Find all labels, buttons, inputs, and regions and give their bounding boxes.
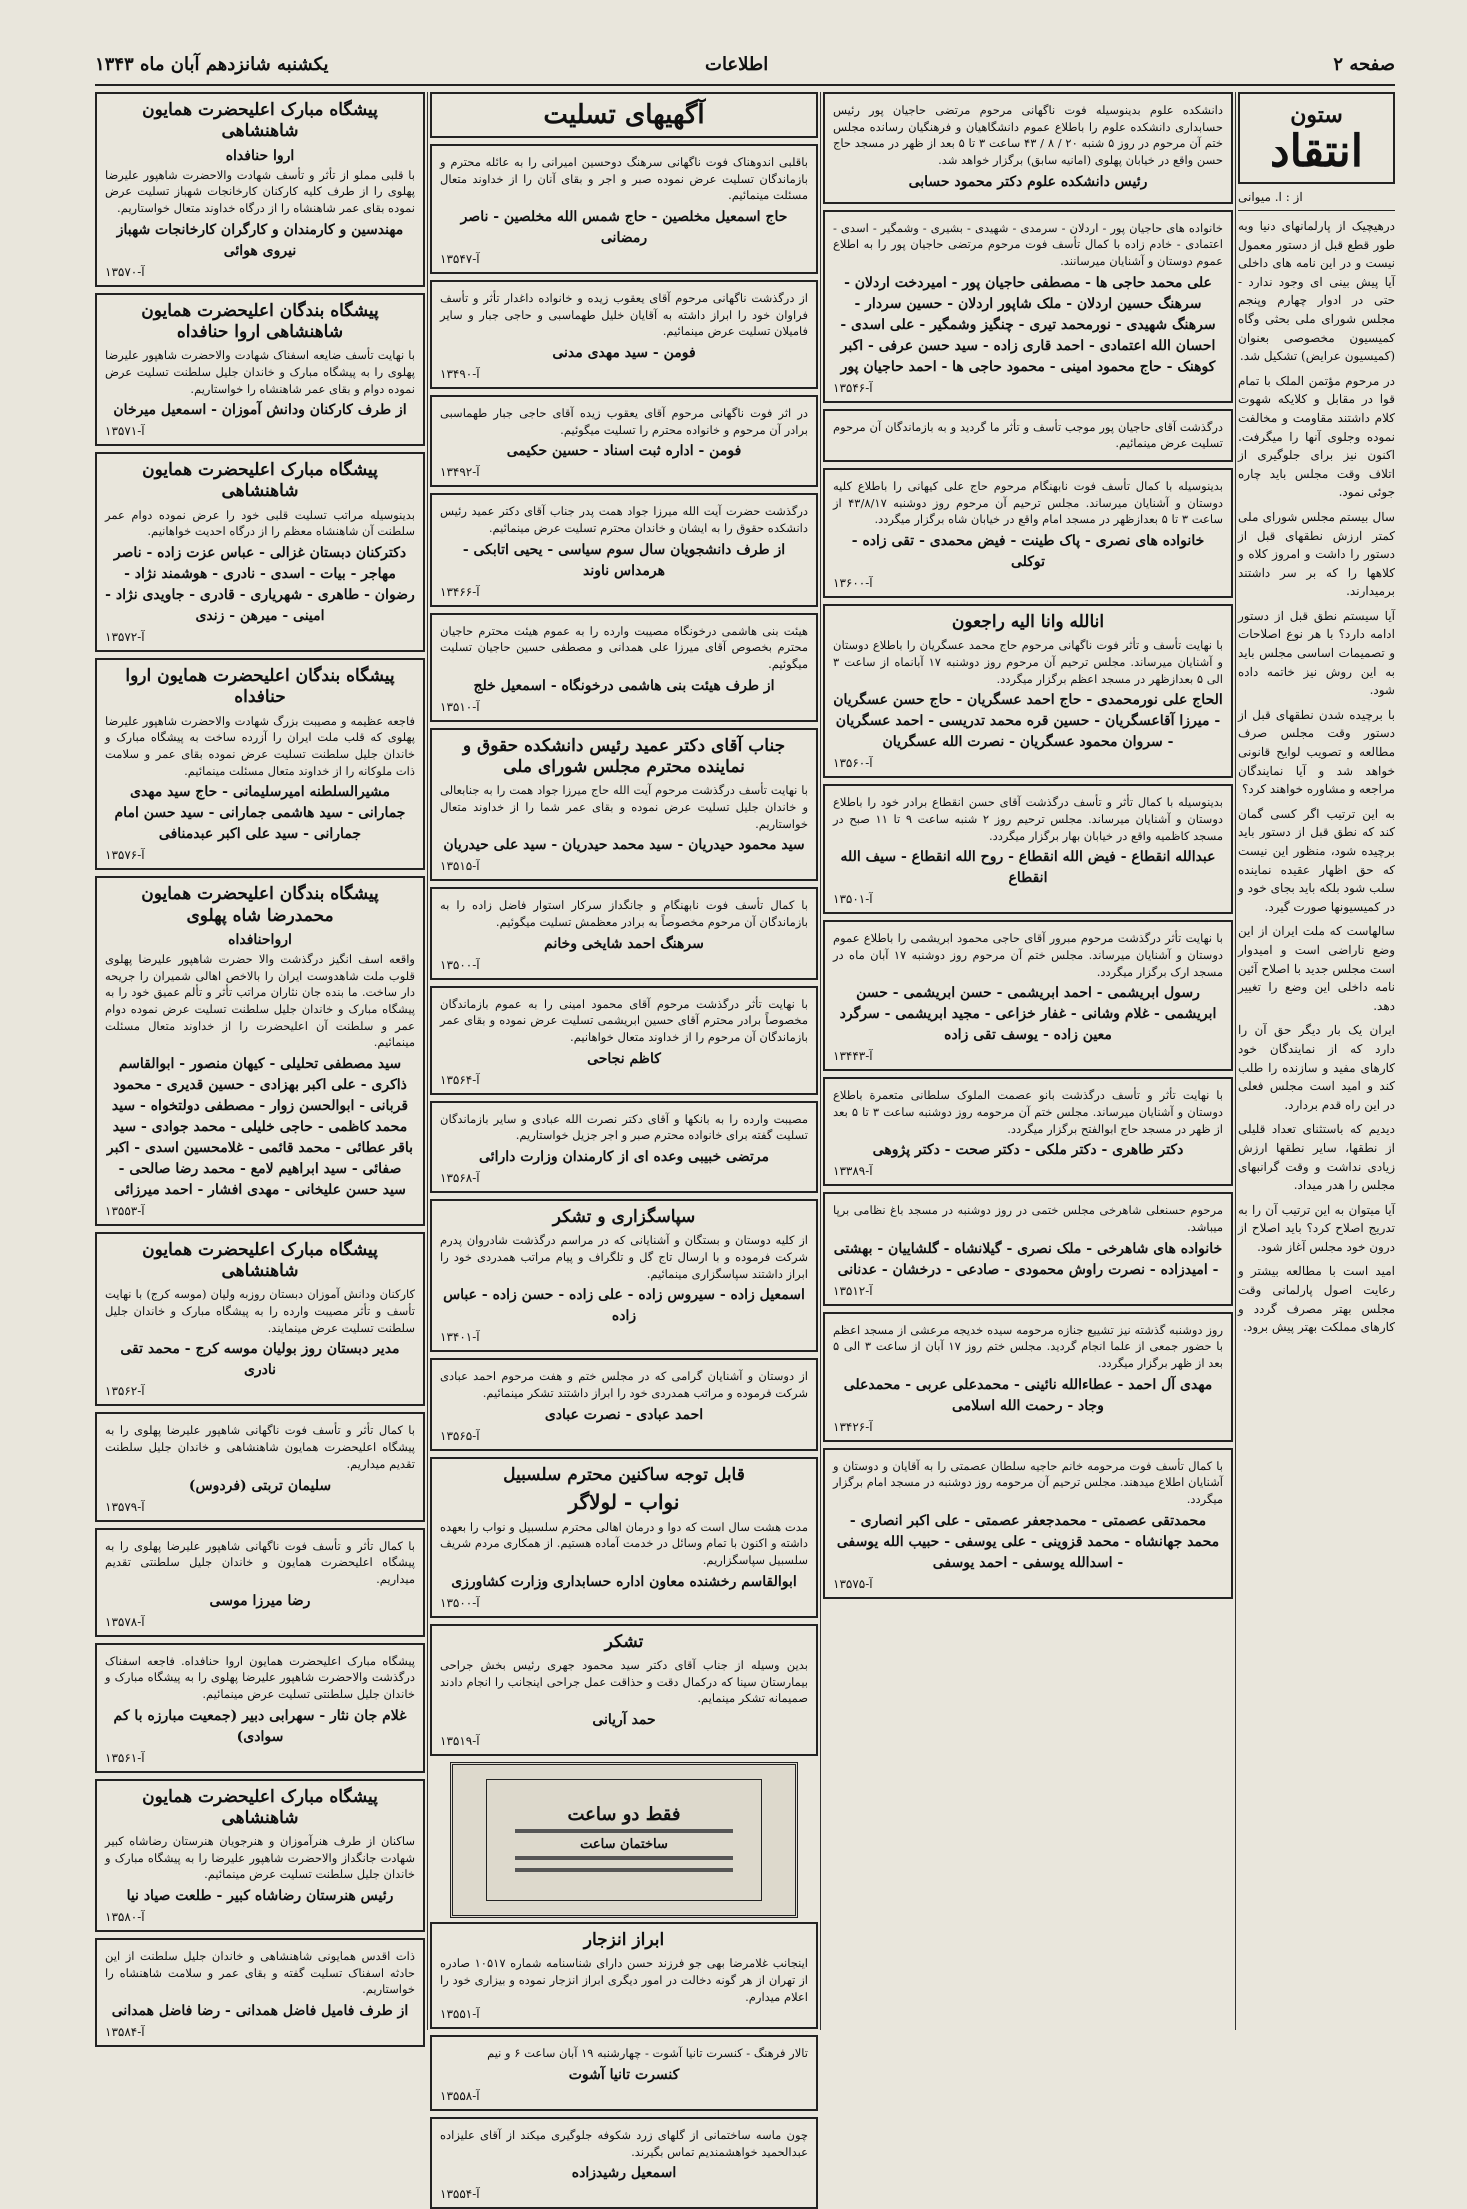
notice-signatories: الحاج علی نورمحمدی - حاج احمد عسگریان - حاج حسن عسگریان - میرزا آقاعسگریان - حسین قره محمد تدریسی - احمد عسگریان - سروان محمود عسگریان - نصرت الله عسگریان — [833, 692, 1223, 751]
notice-body: اینجانب غلامرضا بهی جو فرزند حسن دارای شناسنامه شماره ۱۰۵۱۷ صادره از تهران از هر گونه دخالت در امور دیگری ابراز انزجار نموده و بیزاری خود را اعلام میدارم. — [440, 1956, 808, 2004]
notice-body: با قلبی مملو از تأثر و تأسف شهادت والاحضرت شاهپور علیرضا پهلوی را از طرف کلیه کارکنان کارخانجات شهباز تسلیت عرض نموده بقای عمر شاهنشاه را از درگاه خداوند متعال خواستاریم. — [105, 167, 415, 216]
notice-ad-number: آ-۱۳۵۷۶ — [105, 848, 145, 863]
notice-ad-number: آ-۱۳۴۹۰ — [440, 367, 480, 382]
notice-box — [430, 2035, 818, 2111]
notice-subtitle: ارواحنافداه — [228, 931, 292, 948]
editorial-paragraph: دیدیم که باستثنای تعداد قلیلی از نطقها، سایر نطقها ارزش زیادی نداشت و وقت گرانبهای مجلس را هدر میداد. — [1238, 1122, 1395, 1193]
notice-body: بدینوسیله با کمال تأثر و تأسف درگذشت آقای حسن انقطاع برادر خود را باطلاع دوستان و آشنایان میرساند. مجلس ترحیم روز ۲ شنبه ساعت ۹ تا ۱۱ صبح در مسجد کاظمیه واقع در خیابان بهار برگزار میگردد. — [833, 795, 1223, 843]
notice-ad-number: آ-۱۳۵۴۷ — [440, 252, 480, 267]
notice-signatories: عبدالله انقطاع - فیض الله انقطاع - روح الله انقطاع - سیف الله انقطاع — [840, 849, 1216, 887]
notice-ad-number: آ-۱۳۵۶۲ — [105, 1384, 145, 1399]
notice-signatories: رئیس دانشکده علوم دکتر محمود حسابی — [908, 173, 1148, 190]
notice-box — [823, 210, 1233, 403]
notice-body: چون ماسه ساختمانی از گلهای زرد شکوفه جلوگیری میکند از آقای علیزاده عبدالحمید خواهشمندیم تماس بگیرند. — [440, 2128, 808, 2159]
notice-signatories: سید مصطفی تحلیلی - کیهان منصور - ابوالقاسم ذاکری - علی اکبر بهزادی - حسین قدیری - محمود قربانی - ابوالحسن زوار - مصطفی دولتخواه - سید محمد کاظمی - حاجی خلیلی - محمد جوادی - سید باقر عطائی - محمد قائمی - غلامحسین اسدی - اکبر صفائی - سید ابراهیم لامع - محمد رضا صالحی - سید حسن علیخانی - مهدی افشار - احمد میرزائی — [106, 1055, 414, 1198]
notice-signatories: دکترکنان دبستان غزالی - عباس عزت زاده - ناصر مهاجر - بیات - اسدی - نادری - هوشمند نژاد - رضوان - طاهری - شهریاری - قادری - جاویدی نژاد - امینی - میرهن - زندی — [105, 545, 415, 625]
notice-body: تالار فرهنگ - کنسرت تانیا آشوت - چهارشنبه ۱۹ آبان ساعت ۶ و نیم — [487, 2046, 808, 2061]
notice-box — [823, 920, 1233, 1071]
notice-box — [430, 887, 818, 979]
notice-signatories: رسول ابریشمی - احمد ابریشمی - حسن ابریشمی - حسن ابریشمی - غلام وشانی - غفار خزاعی - مجید ابریشمی - سرگرد معین زاده - یوسف تقی زاده — [839, 985, 1217, 1044]
notice-box — [95, 1643, 425, 1773]
notice-body: خانواده های حاجیان پور - اردلان - سرمدی - شهیدی - بشیری - وشمگیر - اسدی - اعتمادی - خادم زاده با کمال تأسف فوت مرحوم مرتضی حاجیان پور را به اطلاع عموم دوستان و آشنایان میرسانند. — [833, 220, 1223, 269]
newspaper-name: اطلاعات — [705, 54, 769, 75]
column-obituaries — [823, 92, 1233, 2030]
notice-box — [430, 986, 818, 1095]
notice-title: قابل توجه ساکنین محترم سلسبیل — [503, 1464, 745, 1485]
notice-box — [430, 493, 818, 606]
notice-box — [95, 1938, 425, 2047]
notice-body: با کمال تأسف فوت مرحومه خانم حاجیه سلطان عصمتی را به آقایان و دوستان و آشنایان اطلاع میدهند. مجلس ترحیم آن مرحومه روز دوشنبه در مسجد امام برگزار میگردد. — [833, 1458, 1223, 1507]
notice-signatories: اسمعیل رشیدزاده — [571, 2165, 677, 2182]
notice-ad-number: آ-۱۳۵۶۵ — [440, 1428, 480, 1443]
editorial-title: انتقاد — [1269, 126, 1363, 177]
notice-signatories: از طرف فامیل فاضل همدانی - رضا فاضل همدانی — [111, 2003, 409, 2020]
notice-headline: نواب - لولاگر — [568, 1489, 680, 1514]
notice-box — [95, 92, 425, 287]
notice-ad-number: آ-۱۳۵۰۰ — [440, 1595, 480, 1610]
notice-body: با نهایت تأسف درگذشت مرحوم آیت الله حاج میرزا جواد همت را به جنابعالی و خاندان جلیل تسلیت عرض نموده و بقای عمر شما را از خداوند متعال خواستاریم. — [440, 783, 808, 831]
notice-box — [430, 280, 818, 389]
notice-box — [823, 1448, 1233, 1599]
notice-box — [95, 452, 425, 652]
notice-body: دانشکده علوم بدینوسیله فوت ناگهانی مرحوم مرتضی حاجیان پور رئیس حسابداری دانشکده علوم را باطلاع عموم دانشگاهیان و فرهنگیان رسانده مجلس ختم آن مرحوم در روز ۵ شنبه ۲۰ / ۸ / ۴۳ ساعت ۳ تا ۵ بعد از ظهر در مسجد حاج حسن واقع در خیابان پهلوی (امانیه سابق) برگزار خواهد شد. — [833, 103, 1224, 168]
notice-ad-number: آ-۱۳۵۶۸ — [440, 1170, 480, 1185]
notice-box — [95, 1779, 425, 1933]
editorial-header — [1238, 92, 1395, 184]
column-condolences-royal — [95, 92, 425, 2040]
editorial-paragraph: به این ترتیب اگر کسی گمان کند که نطق قبل از دستور باید برچیده شود، منظور این نیست که حق اظهار عقیده نماینده سلب شود بلکه باید بجای خود و در کمیسیونها صورت گیرد. — [1238, 806, 1395, 914]
notice-signatories: مدیر دبستان روز بولیان موسه کرج - محمد تقی نادری — [120, 1341, 400, 1379]
notice-body: پیشگاه مبارک اعلیحضرت همایون اروا حنافداه. فاجعه اسفناک درگذشت والاحضرت شاهپور علیرضا پهلوی را به پیشگاه مبارک و خاندان جلیل سلطنتی تسلیت عرض مینمائیم. — [105, 1653, 415, 1701]
notice-ad-number: آ-۱۳۵۱۲ — [833, 1283, 873, 1298]
notice-body: بدین وسیله از جناب آقای دکتر سید محمود جهری رئیس بخش جراحی بیمارستان سینا که درکمال دقت و حذاقت عمل جراحی اینجانب را انجام دادند صمیمانه تشکر مینمایم. — [440, 1658, 808, 1706]
notice-signatories: کاظم نجاحی — [587, 1050, 661, 1067]
watch-advertisement — [450, 1762, 798, 1918]
notice-body: باقلبی اندوهناک فوت ناگهانی سرهنگ دوحسین امیرانی را به عائله محترم و بازماندگان تسلیت عرض نموده صبر و اجر و بقای آنان را از خداوند متعال مسئلت مینمائیم. — [440, 155, 808, 203]
editorial-kicker: ستون — [1290, 102, 1343, 128]
notice-signatories: فومن - سید مهدی مدنی — [552, 345, 696, 362]
masthead — [95, 48, 1395, 86]
notice-ad-number: آ-۱۳۵۷۵ — [833, 1576, 873, 1591]
notice-signatories: احمد عبادی - نصرت عبادی — [544, 1406, 704, 1423]
notice-box — [823, 92, 1233, 204]
notice-body: ذات اقدس همایونی شاهنشاهی و خاندان جلیل سلطنت از این حادثه اسفناک تسلیت گفته و بقای عمر و سلامت شاهنشاه را خواستاریم. — [105, 1949, 415, 1997]
notice-ad-number: آ-۱۳۵۱۰ — [440, 699, 480, 714]
notice-box — [823, 1312, 1233, 1442]
notice-body: با نهایت تأسف ضایعه اسفناک شهادت والاحضرت شاهپور علیرضا پهلوی را به پیشگاه مبارک و خاندان جلیل سلطنت تسلیت عرض نموده دوام و بقای عمر شاهنشاه را خواستاریم. — [105, 348, 415, 396]
notice-box — [430, 1457, 818, 1618]
notice-signatories: رضا میرزا موسی — [209, 1592, 311, 1609]
notice-body: روز دوشنبه گذشته نیز تشییع جنازه مرحومه سیده خدیجه مرعشی از مسجد اعظم با حضور جمعی از علما انجام گردید. مجلس ختم روز ۱۷ آبان از ساعت ۳ الی ۵ بعد از ظهر برگزار میگردد. — [833, 1322, 1223, 1371]
notice-signatories: سلیمان تربتی (فردوس) — [188, 1477, 332, 1494]
notice-ad-number: آ-۱۳۵۸۴ — [105, 2025, 145, 2040]
notice-signatories: رئیس هنرستان رضاشاه کبیر - طلعت صیاد نیا — [126, 1888, 394, 1905]
notice-ad-number: آ-۱۳۵۷۹ — [105, 1499, 145, 1514]
editorial-paragraph: درهیچیک از پارلمانهای دنیا وبه طور قطع قبل از دستور معمول نیست و در این نامه های داخلی آیا پیش بینی ای وجود ندارد - حتی در ادوار چهارم وپنجم مجلس شورای ملی بحثی وگاه کمیسیون مخصوصی بعنوان (کمیسیون عرایض) تشکیل شد. — [1238, 219, 1395, 364]
notice-ad-number: آ-۱۳۵۵۴ — [440, 2187, 480, 2202]
notice-box — [430, 144, 818, 274]
notice-body: فاجعه عظیمه و مصیبت بزرگ شهادت والاحضرت شاهپور علیرضا پهلوی که قلب ملت ایران را آزرده ساخت به پیشگاه مبارک و خاندان جلیل سلطنت تسلیت عرض نموده بقای عمر و سلامت ذات ملوکانه را از خداوند متعال مسئلت مینمائیم. — [105, 713, 415, 778]
notice-box — [823, 409, 1233, 462]
section-heading: آگهیهای تسلیت — [430, 92, 818, 138]
editorial-paragraph: آیا میتوان به این ترتیب آن را به تدریج اصلاح کرد؟ باید اصلاح از درون خود مجلس آغاز شود. — [1238, 1202, 1395, 1254]
notice-body: درگذشت آقای حاجیان پور موجب تأسف و تأثر ما گردید و به بازماندگان آن مرحوم تسلیت عرض مینمائیم. — [833, 419, 1223, 451]
notice-body: بدینوسیله مراتب تسلیت قلبی خود را عرض نموده دوام عمر سلطنت آن شاهنشاه معظم را از درگاه احدیت خواهانیم. — [105, 507, 415, 539]
editorial-paragraph: با برچیده شدن نطقهای قبل از دستور وقت مجلس صرف مطالعه و تصویب لوایح قانونی خواهد شد و آیا نمایندگان مراجعه و مشاوره خواهند کرد؟ — [1238, 707, 1395, 797]
column-rule — [820, 92, 821, 2030]
notice-title: پیشگاه بندگان اعلیحضرت همایون اروا حنافداه — [125, 666, 395, 708]
notice-title: پیشگاه مبارک اعلیحضرت همایون شاهنشاهی — [142, 460, 378, 502]
notice-body: با کمال تأثر و تأسف فوت ناگهانی شاهپور علیرضا پهلوی را به پیشگاه اعلیحضرت همایون شاهنشاهی و خاندان جلیل سلطنت تقدیم میداریم. — [105, 1423, 415, 1471]
notice-ad-number: آ-۱۳۵۵۱ — [440, 2007, 480, 2022]
notice-signatories: محمدتقی عصمتی - محمدجعفر عصمتی - علی اکبر انصاری - محمد جهانشاه - محمد قزوینی - علی یوسفی - حبیب الله یوسفی - اسدالله یوسفی - احمد یوسفی — [836, 1512, 1220, 1571]
notice-body: با کمال تأسف فوت نابهنگام و جانگداز سرکار استوار فاضل زاده را به بازماندگان آن مرحوم مخصوصاً به برادر معظمش تسلیت میگوئیم. — [440, 898, 808, 929]
editorial-paragraph: آیا سیستم نطق قبل از دستور ادامه دارد؟ با هر نوع اصلاحات و تصمیمات اساسی مجلس باید به این روش نیز خاتمه داده شود. — [1238, 608, 1395, 698]
notice-body: مرحوم حسنعلی شاهرخی مجلس ختمی در روز دوشنبه در مسجد باغ نظامی برپا میباشد. — [833, 1203, 1223, 1235]
issue-date: یکشنبه شانزدهم آبان ماه ۱۳۴۳ — [95, 54, 329, 75]
notice-signatories: سید محمود حیدریان - سید محمد حیدریان - سید علی حیدریان — [443, 837, 805, 854]
notice-ad-number: آ-۱۳۳۸۹ — [833, 1164, 873, 1179]
notice-signatories: از طرف کارکنان ودانش آموزان - اسمعیل میرخان — [113, 402, 407, 419]
notice-ad-number: آ-۱۳۴۲۶ — [833, 1419, 873, 1434]
notice-signatories: خانواده های شاهرخی - ملک نصری - گیلانشاه - گلشاییان - بهشتی - امیدزاده - نصرت راوش محمودی - صادعی - درخشان - عدنانی — [833, 1240, 1223, 1278]
editorial-paragraph: در مرحوم مؤتمن الملک با تمام قوا در مقابل و کلایکه شهوت کلام داشتند مقاومت و مخالفت نموده وجلوی آنها را میگرفت. اکنون نیز برای جلوگیری از اتلاف وقت مجلس باید چاره جوئی نمود. — [1238, 373, 1395, 500]
column-editorial — [1238, 92, 1395, 2030]
notice-box — [823, 468, 1233, 598]
notice-box — [430, 728, 818, 882]
notice-box — [823, 1192, 1233, 1305]
notice-box — [823, 784, 1233, 914]
editorial-paragraph: ایران یک بار دیگر حق آن را دارد که از نمایندگان خود کارهای مفید و سازنده را طلب کند و امید است مجلس فعلی در این راه قدم بردارد. — [1238, 1023, 1395, 1112]
notice-box — [95, 1528, 425, 1637]
column-rule — [427, 92, 428, 2030]
notice-body: از دوستان و آشنایان گرامی که در مجلس ختم و هفت مرحوم احمد عبادی شرکت فرموده و مراتب همدردی خود را ابراز داشتند تشکر مینمائیم. — [440, 1369, 808, 1400]
notice-title: پیشگاه مبارک اعلیحضرت همایون شاهنشاهی — [142, 1786, 378, 1828]
notice-signatories: دکتر طاهری - دکتر ملکی - دکتر صحت - دکتر پژوهی — [872, 1142, 1184, 1159]
notice-body: ساکنان از طرف هنرآموزان و هنرجویان هنرستان رضاشاه کبیر شهادت جانگداز والاحضرت شاهپور علیرضا را به پیشگاه مبارک و خاندان جلیل سلطنت تسلیت عرض مینمائیم. — [105, 1834, 415, 1882]
notice-signatories: حمد آریانی — [592, 1712, 656, 1729]
notice-ad-number: آ-۱۳۵۷۰ — [105, 264, 145, 279]
notice-title: پیشگاه مبارک اعلیحضرت همایون شاهنشاهی — [142, 100, 378, 142]
notice-ad-number: آ-۱۳۵۱۵ — [440, 859, 480, 874]
notice-signatories: از طرف دانشجویان سال سوم سیاسی - یحیی اتابکی - هرمداس ناوند — [462, 541, 786, 579]
column-rule — [1235, 92, 1236, 2030]
notice-body: مدت هشت سال است که دوا و درمان اهالی محترم سلسبیل و نواب را بعهده داشته و اکنون با تمام وسائل در خدمت آماده هستیم. از همکاری مردم شریف سلسبیل سپاسگزاریم. — [440, 1519, 808, 1568]
ad-title: فقط دو ساعت — [567, 1804, 681, 1826]
notice-body: هیئت بنی هاشمی درخونگاه مصیبت وارده را به عموم هیئت محترم حاجیان محترم بخصوص آقای میرزا علی همدانی و مصطفی حسین حاجیان تسلیت میگوئیم. — [440, 623, 808, 672]
notice-body: بدینوسیله با کمال تأسف فوت نابهنگام مرحوم حاج علی کیهانی را باطلاع کلیه دوستان و آشنایان میرساند. مجلس ترحیم آن مرحوم روز دوشنبه ۴۳/۸/۱۷ از ساعت ۳ تا ۵ بعدازظهر در مسجد امام واقع در خیابان شاه برگزار میگردد. — [833, 479, 1223, 527]
notice-signatories: غلام جان نثار - سهرابی دبیر (جمعیت مبارزه با کم سوادی) — [113, 1707, 407, 1745]
notice-box — [430, 1199, 818, 1352]
notice-box — [430, 613, 818, 722]
notice-body: با نهایت تأثر درگذشت مرحوم مبرور آقای حاجی محمود ابریشمی را باطلاع عموم دوستان و آشنایان میرساند. مجلس ختم آن مرحوم روز دوشنبه ۱۷ آبان ماه در مسجد ارک برگزار میگردد. — [833, 931, 1223, 979]
notice-ad-number: آ-۱۳۵۸۰ — [105, 1910, 145, 1925]
notice-ad-number: آ-۱۳۵۵۸ — [440, 2089, 480, 2104]
notice-ad-number: آ-۱۳۵۴۶ — [833, 380, 873, 395]
notice-body: در اثر فوت ناگهانی مرحوم آقای یعقوب زیده آقای حاجی جبار طهماسبی برادر آن مرحوم و خانواده محترم را تسلیت میگوئیم. — [440, 406, 808, 437]
notice-signatories: مشیرالسلطنه امیرسلیمانی - حاج سید مهدی جمارانی - سید هاشمی جمارانی - سید حسن امام جمارانی - سید علی اکبر عبدمنافی — [114, 784, 406, 843]
column-condolence-ads — [430, 92, 818, 2202]
notice-box — [430, 2117, 818, 2209]
notice-body: با نهایت تأثر و تأسف درگذشت بانو عصمت الملوک سلطانی متعمرة باطلاع دوستان و آشنایان میرساند. مجلس ختم آن مرحومه روز دوشنبه ساعت ۳ تا ۵ بعد از ظهر در مسجد حاج ابوالفتح برگزار میگردد. — [833, 1088, 1223, 1136]
notice-title: ابراز انزجار — [583, 1930, 665, 1951]
notice-ad-number: آ-۱۳۴۹۲ — [440, 465, 480, 480]
notice-ad-number: آ-۱۳۵۶۰ — [833, 756, 873, 771]
notice-title: پیشگاه مبارک اعلیحضرت همایون شاهنشاهی — [142, 1239, 378, 1282]
notice-box — [823, 604, 1233, 778]
notice-signatories: مرتضی خبیبی وعده ای از کارمندان وزارت دارائی — [479, 1148, 769, 1165]
notice-ad-number: آ-۱۳۴۶۶ — [440, 584, 480, 599]
notice-body: از کلیه دوستان و بستگان و آشنایانی که در مراسم درگذشت شادروان پدرم شرکت فرموده و با ارسال تاج گل و تلگراف و پیام مراتب همدردی خود را ابراز داشتند سپاسگزاری مینمائیم. — [440, 1233, 808, 1281]
page-number: صفحه ۲ — [1333, 54, 1395, 75]
notice-ad-number: آ-۱۳۵۷۱ — [105, 424, 145, 439]
notice-title: پیشگاه بندگان اعلیحضرت همایون شاهنشاهی اروا حنافداه — [141, 300, 379, 342]
notice-box — [95, 658, 425, 870]
notice-box — [430, 1922, 818, 2029]
notice-body: با کمال تأثر و تأسف فوت ناگهانی شاهپور علیرضا پهلوی را به پیشگاه اعلیحضرت همایون و خاندان جلیل سلطنتی تقدیم میداریم. — [105, 1538, 415, 1586]
notice-signatories: حاج اسمعیل مخلصین - حاج شمس الله مخلصین - ناصر رمضانی — [460, 209, 788, 247]
notice-ad-number: آ-۱۳۵۶۱ — [105, 1750, 145, 1765]
notice-ad-number: آ-۱۳۵۷۸ — [105, 1614, 145, 1629]
notice-ad-number: آ-۱۳۴۴۳ — [833, 1049, 873, 1064]
notice-ad-number: آ-۱۳۶۰۰ — [833, 576, 873, 591]
notice-title: جناب آقای دکتر عمید رئیس دانشکده حقوق و نماینده محترم مجلس شورای ملی — [462, 735, 786, 777]
notice-signatories: مهدی آل احمد - عطاءالله نائینی - محمدعلی عربی - محمدعلی وجاد - رحمت الله اسلامی — [843, 1376, 1213, 1414]
notice-box — [430, 395, 818, 487]
notice-ad-number: آ-۱۳۵۰۰ — [440, 957, 480, 972]
notice-ad-number: آ-۱۳۵۱۹ — [440, 1734, 480, 1749]
notice-title: تشکر — [604, 1631, 644, 1652]
ad-line: ساختمان ساعت — [580, 1837, 668, 1853]
notice-signatories: کنسرت تانیا آشوت — [568, 2067, 680, 2084]
notice-body: مصیبت وارده را به بانکها و آقای دکتر نصرت الله عبادی و سایر بازماندگان تسلیت گفته برای خانواده محترم صبر و اجر جزیل خواستاریم. — [440, 1111, 808, 1143]
notice-body: با نهایت تأسف و تأثر فوت ناگهانی مرحوم حاج محمد عسگریان را باطلاع دوستان و آشنایان میرساند. مجلس ترحیم آن مرحوم روز دوشنبه ۱۷ آبانماه از ساعت ۳ الی ۵ بعدازظهر در مسجد اعظم برگزار میگردد. — [833, 638, 1223, 686]
notice-signatories: فومن - اداره ثبت اسناد - حسین حکیمی — [506, 443, 742, 460]
notice-signatories: علی محمد حاجی ها - مصطفی حاجیان پور - امیردخت اردلان - سرهنگ حسین اردلان - ملک شاپور اردلان - حسین سردار - سرهنگ شهیدی - نورمحمد تیری - چنگیز وشمگیر - علی اسدی - احسان الله اعتمادی - احمد قاری زاده - سید حسن عرفی - اکبر کوهنک - حاج محمود امینی - محمود حاجی ها - احمد حاجیان پور — [840, 274, 1216, 375]
notice-title: سپاسگزاری و تشکر — [552, 1206, 696, 1227]
editorial-author: از : ا. میوانی — [1238, 190, 1303, 204]
notice-signatories: از طرف هیئت بنی هاشمی درخونگاه - اسمعیل خلج — [473, 677, 775, 694]
notice-signatories: سرهنگ احمد شایخی وخانم — [544, 935, 704, 952]
notice-box — [430, 1101, 818, 1193]
notice-signatories: خانواده های نصری - پاک طینت - فیض محمدی - تقی زاده - توکلی — [851, 533, 1205, 571]
notice-box — [430, 1624, 818, 1756]
notice-box — [823, 1077, 1233, 1186]
notice-ad-number: آ-۱۳۵۰۱ — [833, 892, 873, 907]
notice-box — [95, 876, 425, 1226]
notice-ad-number: آ-۱۳۵۷۲ — [105, 630, 145, 645]
notice-ad-number: آ-۱۳۵۵۳ — [105, 1203, 145, 1218]
notice-box — [430, 1358, 818, 1450]
notice-subtitle: اروا حنافداه — [225, 147, 295, 164]
notice-body: درگذشت حضرت آیت الله میرزا جواد همت پدر جناب آقای دکتر عمید رئیس دانشکده حقوق را به ایشان و خاندان محترم تسلیت عرض مینمائیم. — [440, 504, 808, 536]
notice-body: کارکنان ودانش آموزان دبستان روزبه ولیان (موسه کرج) با نهایت تأسف و تأثر مصیبت وارده را به پیشگاه مبارک و خاندان جلیل سلطنت تسلیت عرض مینمایند. — [105, 1287, 415, 1335]
notice-ad-number: آ-۱۳۴۰۱ — [440, 1330, 480, 1345]
notice-box — [95, 1232, 425, 1407]
notice-body: از درگذشت ناگهانی مرحوم آقای یعقوب زیده و خانواده داغدار تأثر و تأسف فراوان خود را ابراز داشته به آقایان خلیل طهماسبی و حاجی جبار و سایر فامیلان تسلیت عرض مینمائیم. — [440, 291, 808, 339]
notice-box — [95, 293, 425, 447]
editorial-paragraph: امید است با مطالعه بیشتر و رعایت اصول پارلمانی وقت مجلس بهتر مصرف گردد و کارهای مملکت بهتر پیش برود. — [1238, 1264, 1395, 1335]
editorial-paragraph: سال بیستم مجلس شورای ملی کمتر ارزش نطقهای قبل از دستور را داشت و امروز کلاه و کلاهها را که بر سر داشتند برمیدارند. — [1238, 509, 1395, 599]
notice-title: پیشگاه بندگان اعلیحضرت همایون محمدرضا شاه پهلوی — [141, 884, 379, 926]
notice-box — [95, 1412, 425, 1521]
notice-body: واقعه اسف انگیز درگذشت والا حضرت شاهپور علیرضا پهلوی قلوب ملت شاهدوست ایران را بالاخص اهالی شمیران را جریحه دار ساخت. ما بنده جان نثاران مراتب تأثر و تألم عمیق خود را به پیشگاه مبارک و خاندان جلیل سلطنت تسلیت عرض نموده دوام عمر و سلطنت آن اعلیحضرت را از خداوند متعال مسئلت مینمائیم. — [105, 951, 415, 1050]
notice-title: انالله وانا الیه راجعون — [951, 612, 1105, 633]
notice-signatories: اسمعیل زاده - سیروس زاده - علی زاده - حسن زاده - عباس زاده — [443, 1287, 805, 1325]
notice-body: با نهایت تأثر درگذشت مرحوم آقای محمود امینی را به عموم بازماندگان مخصوصاً برادر محترم آقای حسین ابریشمی تسلیت عرض نموده و بقای عمر بازماندگان آن مرحوم را از خداوند متعال خواهانیم. — [440, 996, 808, 1044]
notice-ad-number: آ-۱۳۵۶۴ — [440, 1072, 480, 1087]
editorial-paragraph: سالهاست که ملت ایران از این وضع ناراضی است و امیدوار است مجلس جدید با اصلاح آئین نامه داخلی این وضع را تغییر دهد. — [1238, 924, 1395, 1013]
notice-signatories: مهندسین و کارمندان و کارگران کارخانجات شهباز نیروی هوائی — [116, 221, 404, 259]
notice-signatories: ابوالقاسم رخشنده معاون اداره حسابداری وزارت کشاورزی — [451, 1573, 797, 1590]
